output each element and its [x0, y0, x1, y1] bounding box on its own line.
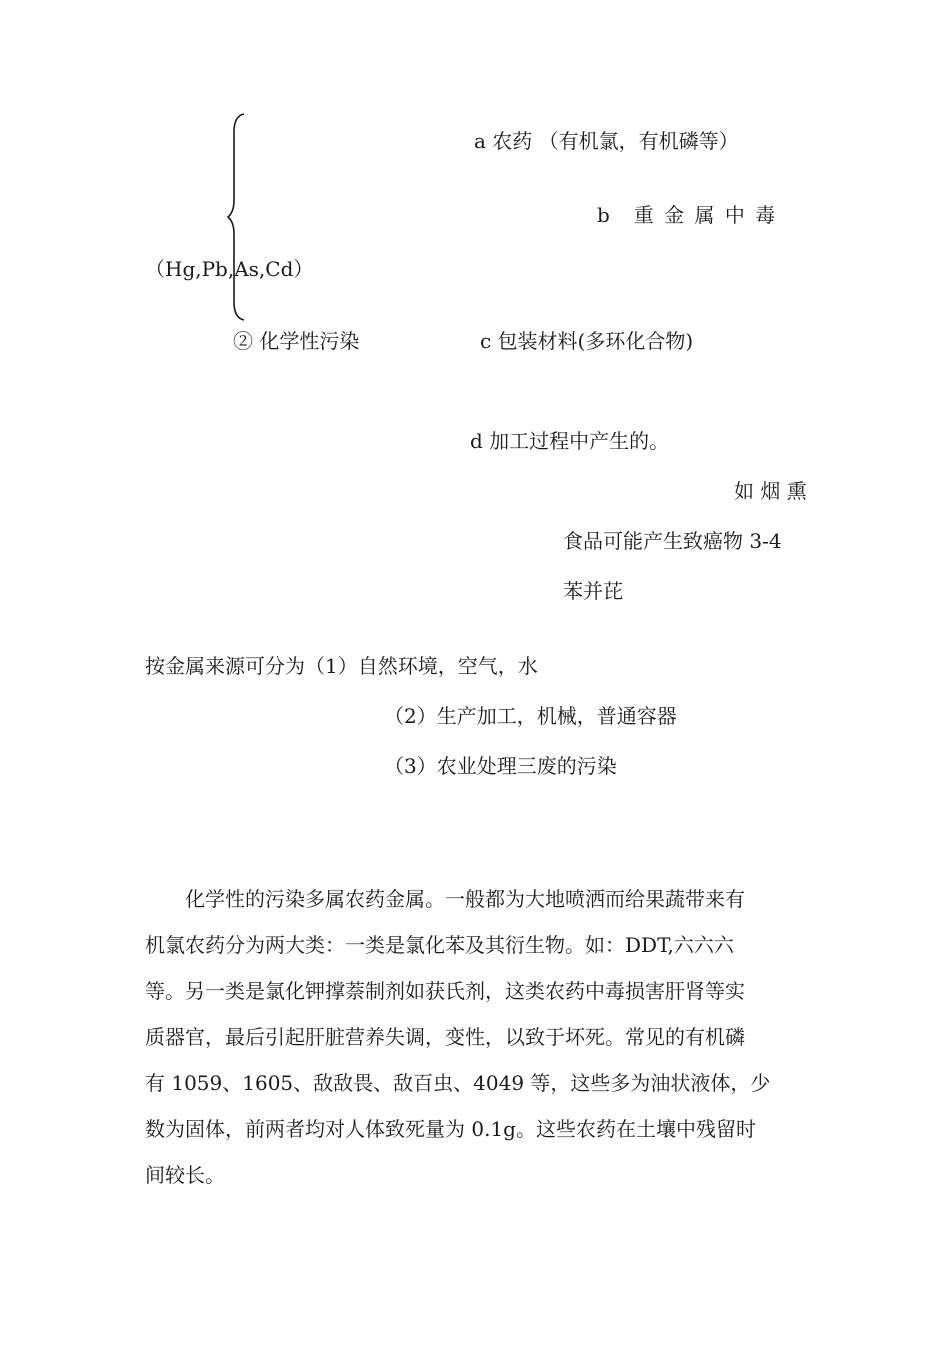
item-d-note-smoking: 如 烟 熏: [734, 479, 807, 503]
curly-brace: [226, 112, 256, 322]
item-d-note-benzopyrene: 苯并芘: [563, 579, 623, 603]
paragraph-line: 数为固体，前两者均对人体致死量为 0.1g。这些农药在土壤中残留时: [145, 1117, 756, 1141]
metal-source-line-1: 按金属来源可分为（1）自然环境，空气，水: [145, 654, 538, 678]
paragraph-line: 化学性的污染多属农药金属。一般都为大地喷洒而给果蔬带来有: [185, 887, 745, 911]
chemical-pollution-heading: ② 化学性污染: [233, 329, 360, 353]
item-c-packaging: c 包装材料(多环化合物): [480, 329, 694, 353]
item-d-processing: d 加工过程中产生的。: [470, 429, 670, 453]
item-b-heavy-metal: b 重 金 属 中 毒: [597, 203, 778, 227]
paragraph-line: 间较长。: [145, 1163, 225, 1187]
metal-source-line-2: （2）生产加工，机械，普通容器: [384, 704, 677, 728]
item-a-pesticide: a 农药 （有机氯，有机磷等）: [474, 129, 739, 153]
paragraph-line: 等。另一类是氯化钾撑萘制剂如获氏剂，这类农药中毒损害肝肾等实: [145, 979, 745, 1003]
paragraph-line: 质器官，最后引起肝脏营养失调，变性，以致于坏死。常见的有机磷: [145, 1025, 745, 1049]
item-d-note-carcinogen: 食品可能产生致癌物 3-4: [563, 529, 782, 553]
paragraph-line: 机氯农药分为两大类：一类是氯化苯及其衍生物。如：DDT,六六六: [145, 933, 734, 957]
metal-source-line-3: （3）农业处理三废的污染: [384, 754, 617, 778]
body-paragraph: [145, 876, 810, 1198]
item-b-metals-list: （Hg,Pb,As,Cd）: [145, 257, 314, 281]
paragraph-line: 有 1059、1605、敌敌畏、敌百虫、4049 等，这些多为油状液体，少: [145, 1071, 771, 1095]
